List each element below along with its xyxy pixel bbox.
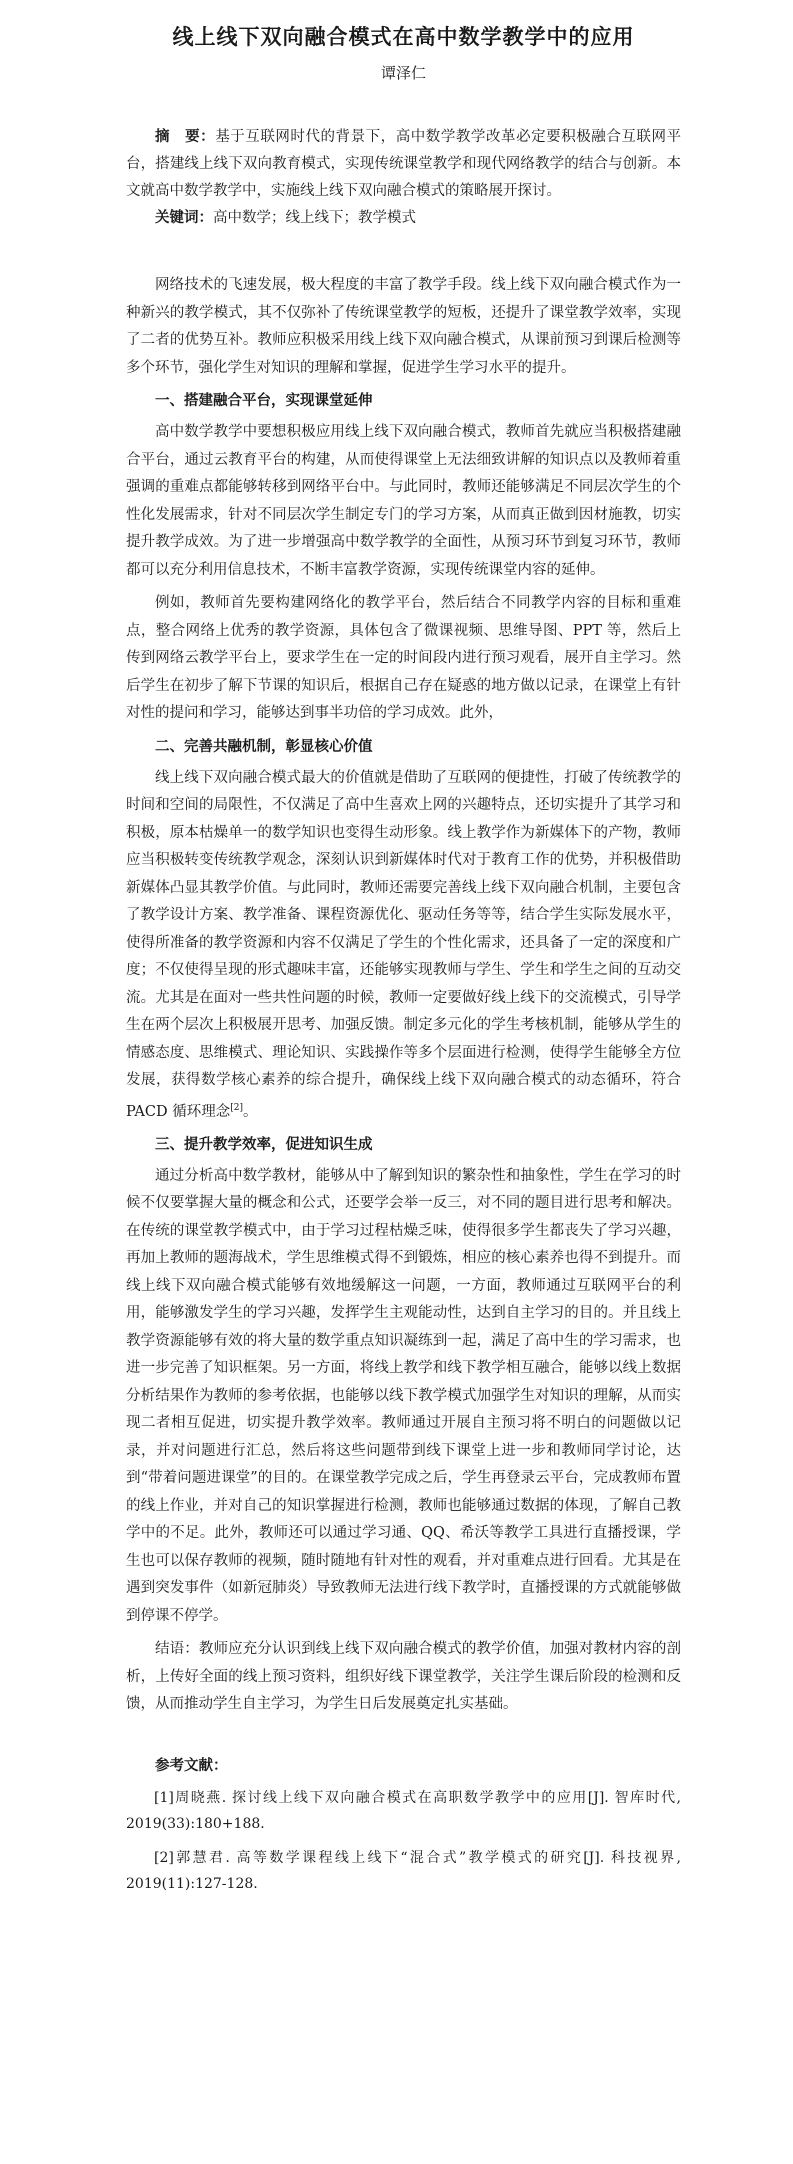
article-author: 谭泽仁 [380, 64, 426, 82]
article-title: 线上线下双向融合模式在高中数学教学中的应用 [172, 25, 635, 49]
section-1-heading: 一、搭建融合平台，实现课堂延伸 [155, 393, 373, 409]
reference-item: [1]周晓燕. 探讨线上线下双向融合模式在高职数学教学中的应用[J]. 智库时代, 2019(33):180+188. [126, 1789, 681, 1832]
reference-item: [2]郭慧君. 高等数学课程线上线下“混合式”教学模式的研究[J]. 科技视界, 2019(11):127-128. [126, 1849, 681, 1892]
section-3-heading: 三、提升教学效率，促进知识生成 [155, 1136, 373, 1153]
section-3-paragraph-1: 通过分析高中数学教材，能够从中了解到知识的繁杂性和抽象性，学生在学习的时候不仅要掌握大量的概念和公式，还要学会举一反三，对不同的题目进行思考和解决。在传统的课堂教学模式中，由于学习过程枯燥乏味，使得很多学生都丧失了学习兴趣，再加上教师的题海战术，学生思维模式得不到锻炼，相应的核心素养也得不到提升。而线上线下双向融合模式能够有效地缓解这一问题，一方面，教师通过互联网平台的利用，能够激发学生的学习兴趣，发挥学生主观能动性，达到自主学习的目的。并且线上教学资源能够有效的将大量的数学重点知识凝练到一起，满足了高中生的学习需求，也进一步完善了知识框架。另一方面，将线上教学和线下教学相互融合，能够以线上数据分析结果作为教师的参考依据，也能够以线下教学模式加强学生对知识的理解，从而实现二者相互促进，切实提升教学效率。教师通过开展自主预习将不明白的问题做以记录，并对问题进行汇总，然后将这些问题带到线下课堂上进一步和教师同学讨论，达到“带着问题进课堂”的目的。在课堂教学完成之后，学生再登录云平台，完成教师布置的线上作业，并对自己的知识掌握进行检测，教师也能够通过数据的体现，了解自己教学中的不足。此外，教师还可以通过学习通、QQ、希沃等教学工具进行直播授课，学生也可以保存教师的视频，随时随地有针对性的观看，并对重难点进行回看。尤其是在遇到突发事件（如新冠肺炎）导致教师无法进行线下教学时，直播授课的方式就能够做到停课不停学。 [126, 1167, 681, 1624]
section-1-paragraph-1: 高中数学教学中要想积极应用线上线下双向融合模式，教师首先就应当积极搭建融合平台，通过云教育平台的构建，从而使得课堂上无法细致讲解的知识点以及教师着重强调的重难点都能够转移到网络平台中。与此同时，教师还能够满足不同层次学生的个性化发展需求，针对不同层次学生制定专门的学习方案，从而真正做到因材施教，切实提升教学成效。为了进一步增强高中数学教学的全面性，从预习环节到复习环节，教师都可以充分利用信息技术，不断丰富教学资源，实现传统课堂内容的延伸。 [126, 424, 681, 578]
section-2-text-end: 。 [242, 1103, 258, 1120]
abstract-label: 摘 要： [155, 129, 216, 145]
section-2-text: 线上线下双向融合模式最大的价值就是借助了互联网的便捷性，打破了传统教学的时间和空间的局限性，不仅满足了高中生喜欢上网的兴趣特点，还切实提升了其学习和积极，原本枯燥单一的数学知识也变得生动形象。线上教学作为新媒体下的产物，教师应当积极转变传统教学观念，深刻认识到新媒体时代对于教育工作的优势，并积极借助新媒体凸显其教学价值。与此同时，教师还需要完善线上线下双向融合机制，主要包含了教学设计方案、教学准备、课程资源优化、驱动任务等等，结合学生实际发展水平，使得所准备的教学资源和内容不仅满足了学生的个性化需求，还具备了一定的深度和广度；不仅使得呈现的形式趣味丰富，还能够实现教师与学生、学生和学生之间的互动交流。尤其是在面对一些共性问题的时候，教师一定要做好线上线下的交流模式，引导学生在两个层次上积极展开思考、加强反馈。制定多元化的学生考核机制，能够从学生的情感态度、思维模式、理论知识、实践操作等多个层面进行检测，使得学生能够全方位发展，获得数学核心素养的综合提升，确保线上线下双向融合模式的动态循环，符合 PACD 循环理念 [126, 769, 681, 1120]
keywords-label: 关键词： [155, 210, 213, 226]
references-title: 参考文献： [155, 1757, 228, 1774]
citation-marker: [2] [230, 1102, 243, 1113]
conclusion-paragraph: 结语：教师应充分认识到线上线下双向融合模式的教学价值，加强对教材内容的剖析，上传好全面的线上预习资料，组织好线下课堂教学，关注学生课后阶段的检测和反馈，从而推动学生自主学习，为学生日后发展奠定扎实基础。 [126, 1641, 681, 1713]
keywords [126, 205, 681, 232]
abstract-text: 基于互联网时代的背景下，高中数学教学改革必定要积极融合互联网平台，搭建线上线下双向教育模式，实现传统课堂教学和现代网络教学的结合与创新。本文就高中数学教学中，实施线上线下双向融合模式的策略展开探讨。 [126, 129, 682, 199]
section-1-paragraph-2: 例如，教师首先要构建网络化的教学平台，然后结合不同教学内容的目标和重难点，整合网络上优秀的教学资源，具体包含了微课视频、思维导图、PPT 等，然后上传到网络云教学平台上，要求学生在一定的时间段内进行预习观看，展开自主学习。然后学生在初步了解下节课的知识后，根据自己存在疑惑的地方做以记录，在课堂上有针对性的提问和学习，能够达到事半功倍的学习成效。此外， [126, 595, 681, 721]
article-body [126, 272, 681, 1719]
section-2-heading: 二、完善共融机制，彰显核心价值 [155, 738, 373, 755]
section-2-paragraph-1 [126, 765, 681, 1126]
references [126, 1753, 681, 1897]
abstract [126, 124, 681, 205]
intro-paragraph: 网络技术的飞速发展，极大程度的丰富了教学手段。线上线下双向融合模式作为一种新兴的教学模式，其不仅弥补了传统课堂教学的短板，还提升了课堂教学效率，实现了二者的优势互补。教师应积极采用线上线下双向融合模式，从课前预习到课后检测等多个环节，强化学生对知识的理解和掌握，促进学生学习水平的提升。 [126, 277, 681, 376]
keywords-text: 高中数学；线上线下；教学模式 [213, 210, 416, 226]
